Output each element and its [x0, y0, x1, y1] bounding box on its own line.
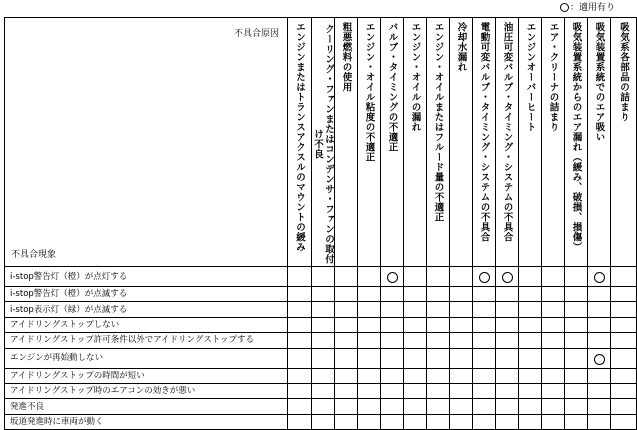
header-row [5, 18, 637, 267]
matrix-cell [381, 302, 404, 317]
matrix-cell [588, 333, 611, 348]
matrix-cell [588, 368, 611, 383]
table-row [5, 414, 637, 429]
applicable-circle-icon [594, 354, 605, 365]
cause-header-label: 不具合原因 [233, 29, 279, 39]
cause-column-header [288, 18, 312, 267]
matrix-cell [519, 333, 542, 348]
matrix-cell [565, 414, 588, 429]
cause-column-header [312, 18, 335, 267]
cause-label: バルブ・タイミングの不適正 [386, 22, 398, 152]
phenomenon-label: 坂道発進時に車両が動く [5, 414, 288, 429]
matrix-cell [588, 383, 611, 398]
matrix-cell [312, 348, 335, 368]
matrix-cell [611, 399, 637, 414]
cause-symptom-matrix [4, 17, 637, 430]
matrix-cell [404, 348, 427, 368]
table-row [5, 399, 637, 414]
matrix-cell [335, 287, 358, 302]
cause-column-header [611, 18, 637, 267]
matrix-cell [335, 317, 358, 332]
cause-label: エンジンまたはトランスアクスルのマウントの緩み [294, 22, 305, 252]
matrix-cell [611, 333, 637, 348]
matrix-cell [312, 333, 335, 348]
phenomenon-label: アイドリングストップしない [5, 317, 288, 332]
matrix-cell [519, 348, 542, 368]
matrix-cell [450, 333, 473, 348]
matrix-cell [473, 399, 496, 414]
matrix-cell [519, 267, 542, 287]
matrix-cell [542, 399, 565, 414]
cause-label: 吸気装置系統からのエア漏れ（緩み、破損、損傷） [570, 22, 582, 252]
matrix-cell [611, 287, 637, 302]
cause-column-header [473, 18, 496, 267]
cause-label: エンジン・オイルの漏れ [409, 22, 421, 132]
matrix-cell [496, 267, 519, 287]
matrix-cell [588, 302, 611, 317]
matrix-cell [427, 317, 450, 332]
phenomenon-label: アイドリングストップ許可条件以外でアイドリングストップする [5, 333, 288, 348]
matrix-cell [565, 302, 588, 317]
matrix-cell [404, 383, 427, 398]
matrix-cell [542, 287, 565, 302]
matrix-cell [288, 348, 312, 368]
matrix-cell [450, 383, 473, 398]
matrix-cell [288, 333, 312, 348]
cause-label: 粗悪燃料の使用 [340, 22, 352, 92]
matrix-cell [588, 414, 611, 429]
matrix-cell [427, 414, 450, 429]
matrix-cell [404, 414, 427, 429]
matrix-cell [335, 348, 358, 368]
matrix-cell [288, 399, 312, 414]
table-row [5, 333, 637, 348]
cause-column-header [588, 18, 611, 267]
matrix-cell [496, 287, 519, 302]
corner-header [5, 18, 288, 267]
cause-label: 電動可変バルブ・タイミング・システムの不具合 [478, 22, 490, 242]
cause-label: エンジン・オイルまたはフルード量の不適正 [432, 22, 444, 222]
matrix-cell [381, 267, 404, 287]
matrix-cell [404, 317, 427, 332]
matrix-cell [565, 333, 588, 348]
table-row [5, 383, 637, 398]
cause-label: エンジン・オイル粘度の不適正 [363, 22, 375, 162]
matrix-cell [427, 368, 450, 383]
matrix-cell [519, 399, 542, 414]
cause-label: エア・クリーナの詰まり [547, 22, 559, 132]
matrix-cell [335, 414, 358, 429]
matrix-cell [312, 302, 335, 317]
matrix-cell [312, 414, 335, 429]
matrix-cell [358, 414, 381, 429]
matrix-cell [288, 267, 312, 287]
matrix-cell [288, 317, 312, 332]
matrix-cell [381, 287, 404, 302]
cause-column-header [335, 18, 358, 267]
phenomenon-label: アイドリングストップ時のエアコンの効きが悪い [5, 383, 288, 398]
matrix-cell [381, 348, 404, 368]
matrix-cell [496, 368, 519, 383]
cause-label: 吸気系各部品の詰まり [618, 22, 629, 122]
matrix-cell [588, 267, 611, 287]
phenomenon-label: i-stop警告灯（橙）が点灯する [5, 267, 288, 287]
matrix-cell [450, 287, 473, 302]
matrix-cell [381, 317, 404, 332]
matrix-cell [611, 348, 637, 368]
matrix-cell [565, 368, 588, 383]
matrix-cell [358, 399, 381, 414]
phenomenon-header-label: 不具合現象 [11, 250, 57, 260]
matrix-cell [519, 368, 542, 383]
matrix-cell [404, 302, 427, 317]
matrix-cell [565, 317, 588, 332]
table-row [5, 368, 637, 383]
cause-column-header [450, 18, 473, 267]
matrix-cell [358, 368, 381, 383]
matrix-cell [312, 287, 335, 302]
matrix-cell [335, 383, 358, 398]
matrix-cell [312, 267, 335, 287]
matrix-cell [611, 317, 637, 332]
matrix-cell [496, 333, 519, 348]
matrix-cell [450, 302, 473, 317]
phenomenon-label: アイドリングストップの時間が短い [5, 368, 288, 383]
matrix-cell [358, 317, 381, 332]
matrix-cell [381, 414, 404, 429]
matrix-cell [288, 302, 312, 317]
matrix-cell [542, 414, 565, 429]
matrix-cell [450, 267, 473, 287]
matrix-cell [335, 333, 358, 348]
matrix-cell [565, 287, 588, 302]
matrix-cell [519, 317, 542, 332]
matrix-cell [542, 348, 565, 368]
table-row [5, 287, 637, 302]
matrix-cell [358, 383, 381, 398]
matrix-cell [335, 302, 358, 317]
matrix-cell [473, 414, 496, 429]
cause-label: エンジンオーバーヒート [524, 22, 536, 132]
cause-column-header [565, 18, 588, 267]
matrix-cell [312, 317, 335, 332]
matrix-cell [450, 368, 473, 383]
matrix-cell [312, 383, 335, 398]
matrix-cell [358, 302, 381, 317]
cause-label: 吸気装置系統でのエア吸い [593, 22, 605, 142]
matrix-cell [288, 287, 312, 302]
matrix-cell [381, 333, 404, 348]
phenomenon-label: i-stop表示灯（緑）が点滅する [5, 302, 288, 317]
matrix-cell [404, 287, 427, 302]
matrix-cell [473, 317, 496, 332]
phenomenon-label: エンジンが再始動しない [5, 348, 288, 368]
applicable-circle-icon [387, 272, 398, 283]
table-row [5, 317, 637, 332]
matrix-cell [542, 333, 565, 348]
matrix-cell [519, 383, 542, 398]
matrix-cell [588, 317, 611, 332]
matrix-cell [404, 368, 427, 383]
matrix-cell [588, 287, 611, 302]
matrix-cell [611, 383, 637, 398]
matrix-cell [381, 383, 404, 398]
matrix-cell [473, 383, 496, 398]
table-row [5, 348, 637, 368]
matrix-cell [288, 383, 312, 398]
legend-text: ：適用有り [570, 3, 616, 13]
matrix-cell [496, 302, 519, 317]
matrix-cell [427, 267, 450, 287]
cause-column-header [427, 18, 450, 267]
cause-label: 冷却水漏れ [455, 22, 467, 72]
matrix-cell [404, 399, 427, 414]
matrix-cell [450, 348, 473, 368]
matrix-cell [611, 302, 637, 317]
matrix-cell [588, 348, 611, 368]
matrix-cell [427, 348, 450, 368]
matrix-cell [358, 348, 381, 368]
matrix-cell [288, 414, 312, 429]
cause-column-header [404, 18, 427, 267]
cause-column-header [496, 18, 519, 267]
applicable-circle-icon [479, 272, 490, 283]
cause-label: 油圧可変バルブ・タイミング・システムの不具合 [501, 22, 513, 242]
matrix-cell [427, 399, 450, 414]
matrix-cell [611, 414, 637, 429]
matrix-cell [473, 302, 496, 317]
matrix-cell [404, 333, 427, 348]
matrix-cell [427, 383, 450, 398]
matrix-cell [496, 399, 519, 414]
table-row [5, 302, 637, 317]
cause-column-header [381, 18, 404, 267]
matrix-cell [473, 368, 496, 383]
matrix-cell [519, 302, 542, 317]
matrix-cell [358, 333, 381, 348]
matrix-cell [427, 302, 450, 317]
matrix-cell [542, 302, 565, 317]
applicable-circle-icon [594, 272, 605, 283]
matrix-cell [611, 267, 637, 287]
matrix-cell [496, 348, 519, 368]
matrix-cell [335, 399, 358, 414]
matrix-cell [312, 368, 335, 383]
matrix-cell [450, 317, 473, 332]
matrix-cell [427, 333, 450, 348]
matrix-cell [312, 399, 335, 414]
matrix-cell [473, 333, 496, 348]
matrix-cell [450, 399, 473, 414]
matrix-cell [565, 348, 588, 368]
matrix-cell [473, 348, 496, 368]
matrix-cell [519, 414, 542, 429]
legend [560, 1, 635, 15]
matrix-cell [404, 267, 427, 287]
matrix-cell [473, 267, 496, 287]
matrix-cell [496, 383, 519, 398]
matrix-cell [473, 287, 496, 302]
cause-column-header [519, 18, 542, 267]
matrix-cell [358, 287, 381, 302]
matrix-cell [450, 414, 473, 429]
matrix-cell [542, 368, 565, 383]
table-row [5, 267, 637, 287]
matrix-cell [381, 399, 404, 414]
cause-column-header [358, 18, 381, 267]
matrix-cell [565, 383, 588, 398]
matrix-cell [496, 317, 519, 332]
matrix-cell [496, 414, 519, 429]
matrix-cell [565, 399, 588, 414]
applicable-circle-icon [502, 272, 513, 283]
phenomenon-label: i-stop警告灯（橙）が点滅する [5, 287, 288, 302]
matrix-cell [542, 383, 565, 398]
matrix-cell [358, 267, 381, 287]
matrix-cell [519, 287, 542, 302]
matrix-cell [588, 399, 611, 414]
matrix-cell [335, 368, 358, 383]
matrix-cell [381, 368, 404, 383]
matrix-cell [542, 317, 565, 332]
applicable-circle-icon [560, 3, 569, 12]
matrix-cell [427, 287, 450, 302]
cause-column-header [542, 18, 565, 267]
phenomenon-label: 発進不良 [5, 399, 288, 414]
matrix-cell [611, 368, 637, 383]
matrix-cell [288, 368, 312, 383]
matrix-cell [335, 267, 358, 287]
cause-label: クーリング・ファンまたはコンデンサ・ファンの取付け不良 [312, 24, 334, 264]
matrix-cell [542, 267, 565, 287]
matrix-cell [565, 267, 588, 287]
